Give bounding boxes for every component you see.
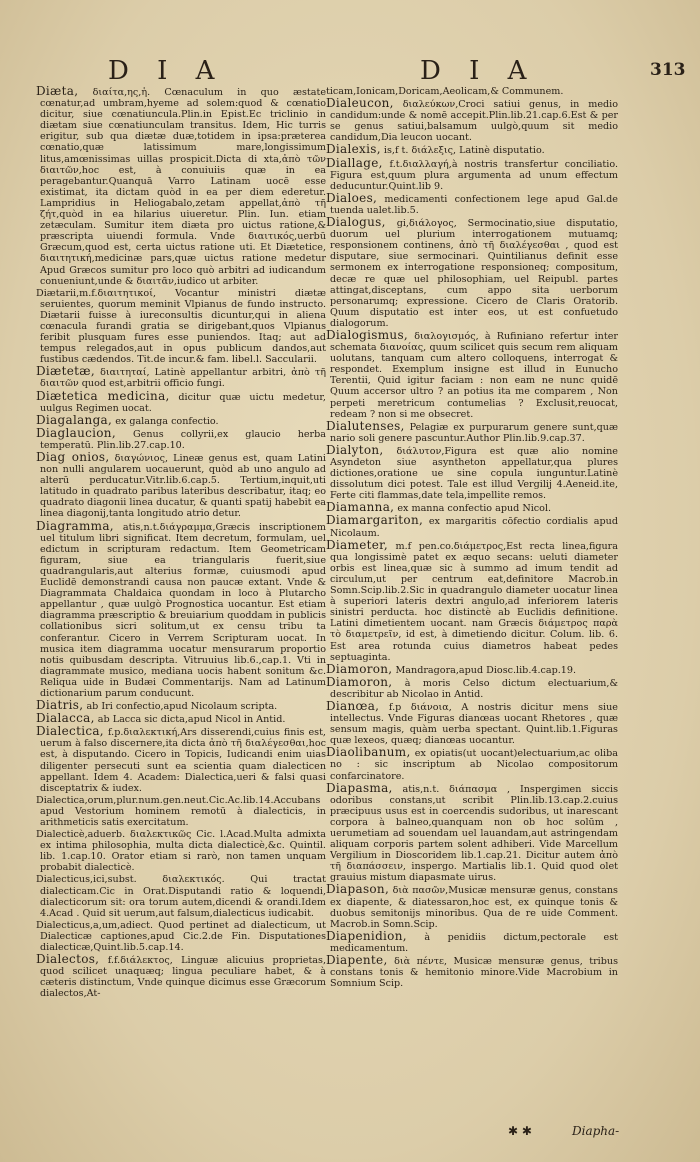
- entry-text: διαγώνιος, Lineæ genus est, quam Latini non nulli angularem uocauerunt, quòd ab uno angulo ad alterū perducatur.Vitr.lib.6.cap.5. Tertium,inquit,uti latitudo in quadrato paribus lateribus describatur, itaq; eo quadrato diagonii linea ducatur, & quanti spatij habebit ea linea diagonij,tanta longitudo atrio detur.: [40, 453, 326, 520]
- entry-text: atis,n.t. διάπασμα , Inspergimen siccis odoribus constans,ut scribit Plin.lib.13.cap.2.cuius præcipuus usus est in coercendis sudoribus, ut inarescant corpora à balneo,quanquam non ob hoc solūm , uerumetiam ad souendam uel lauandam,aut astringendam aliquam corporis partem solent adhiberi. Vide Marcellum Vergilium in Dioscoridem lib.1.cap.21. Dicitur autem ἀπὸ τῆ διαπάσσειν, inspergo. Martialis lib.1. Quid quod olet grauius mistum diapasmate uirus.: [330, 783, 618, 884]
- catchword: Diapha-: [572, 1124, 620, 1138]
- entry-text: medicamenti confectionem lege apud Gal.de tuenda ualet.lib.5.: [330, 193, 618, 216]
- dictionary-entry: [36, 388, 326, 414]
- left-column: [36, 86, 326, 1126]
- entry-text: f.t.διαλλαγή,à nostris transfertur conciliatio. Figura est,quum plura argumenta ad unum effectum deducuntur.Quint.lib 9.: [330, 158, 618, 192]
- entry-headword: Dialogus,: [326, 215, 386, 230]
- dictionary-entry: [326, 327, 618, 420]
- entry-text: διὰ πασῶν,Musicæ mensuræ genus, constans ex diapente, & diatessaron,hoc est, ex quinque tonis & duobus semitonijs minoribus. Qua de re uide Comment. Macrob.in Somn.Scip.: [330, 885, 618, 930]
- entry-headword: Diamanna,: [326, 500, 395, 515]
- dictionary-entry: [36, 288, 326, 366]
- entry-text: Dialecticè,aduerb. διαλεκτικῶς Cic. l.Acad.Multa admixta ex intima philosophia, multa dicta dialecticè,&c. Quintil. lib. 1.cap.10. Orator etiam si rarò, non tamen unquam probabit dialecticè.: [36, 829, 326, 874]
- dictionary-entry: [326, 155, 618, 192]
- entry-headword: Dialyton,: [326, 442, 384, 457]
- entry-text: διαλεύκων,Croci satiui genus, in medio candidum:unde & nomē accepit.Plin.lib.21.cap.6.Est & per se genus satiui,balsamum uulgò,quum sit medio candidum,Dia leucon uocant.: [330, 99, 618, 144]
- entry-text: m.f pen.co.διάμετρος,Est recta linea,figura qua longissimè patet ex æquo secans: ueluti diameter orbis est linea,quæ sic à summo ad imum tendit ad circulum,ut per centrum eat,definitore Macrob.in Somn.Scip.lib.2.Sic in quadrangulo diameter uocatur linea à superiori lateris dextri angulo,ad inferiorem lateris sinistri perducta. hoc distinctè ab Euclidis definitione. Latini dimetientem uocant. nam Græcis διάμετρος παρὰ τὸ διαμετρεῖν, id est, à dimetiendo dicitur. Colum. lib. 6. Est area rotunda cuius diametros habeat pedes septuaginta.: [330, 540, 618, 663]
- entry-text: Dialecticus,a,um,adiect. Quod pertinet ad dialecticum, ut Dialecticæ captiones,apud Cic.2.de Fin. Disputationes dialecticæ,Quint.lib.5.cap.14.: [36, 919, 326, 954]
- entry-text: Dialectica,orum,plur.num.gen.neut.Cic.Ac.lib.14.Accubans apud Vestorium hominem remotū à dialecticis, in arithmeticis satis exercitatum.: [36, 794, 326, 828]
- entry-text: à moris Celso dictum electuarium,& describitur ab Nicolao in Antid.: [330, 677, 618, 700]
- dictionary-entry: [36, 920, 326, 953]
- dictionary-entry: [326, 418, 618, 444]
- dictionary-entry: [326, 190, 618, 216]
- entry-text: ticam,Ionicam,Doricam,Aeolicam,& Communem.: [326, 86, 564, 97]
- entry-headword: Dialoes,: [326, 190, 378, 205]
- entry-text: διαλογισμός, à Rufiniano refertur inter schemata διανοίας, quum scilicet quis secum rem aliquam uolutans, tanquam cum altero colloquens, interrogat & respondet. Exemplum insigne est illud in Eunucho Terentii, Quid igitur faciam : non eam ne nunc quidē Quum accersor ultro ? an potius ita me comparem , Non perpeti meretricum contumelias ? Exclusit,reuocat, redeam ? non si me obsecret.: [330, 330, 618, 420]
- dictionary-entry: [36, 452, 326, 520]
- entry-text: Mandragora,apud Diosc.lib.4.cap.19.: [395, 664, 577, 676]
- entry-headword: Diapente,: [326, 953, 388, 968]
- dictionary-entry: [326, 747, 618, 781]
- entry-text: f.p διάνοια, A nostris dicitur mens siue intellectus. Vnde Figuras dianœas uocant Rhetores , quæ sensum magis, quàm uerba spectant. Quint.lib.1.Figuras quæ lexeos, quæq; dianœas uocantur.: [330, 701, 618, 747]
- dictionary-entry: [36, 874, 326, 918]
- dictionary-entry: [36, 795, 326, 828]
- entry-headword: Diapason,: [326, 882, 390, 897]
- entry-text: διάλυτον,Figura est quæ alio nomine Asyndeton siue asyntheton appellatur,qua plures dictiones,oratione ue sine copula iunguntur.Latinè dissolutum dici potest. Tale est illud Vergilij 4.Aeneid.ite, Ferte citi flammas,date tela,impellite remos.: [330, 445, 618, 502]
- entry-text: ab Iri confectio,apud Nicolaum scripta.: [86, 701, 278, 713]
- entry-text: διαιτηταί, Latinè appellantur arbitri, ἀπὸ τῆ διαιτῶν quod est,arbitrii officio fungi.: [40, 367, 326, 390]
- entry-headword: Diaolibanum,: [326, 745, 411, 760]
- entry-headword: Dialectica,: [36, 724, 104, 739]
- entry-text: dicitur quæ uictu medetur, uulgus Regimen uocat.: [40, 391, 326, 414]
- entry-text: Diætarii,m.f.διαιτητικοί, Vocantur ministri diætæ seruientes, quorum meminit Vlpianus de fundo instructo. Diætarii fuisse à iureconsultis dicuntur,qui in aliena cœnacula furandi gratia se dirigebant,quos Vlpianus feribit plusquam fures esse puniendos. Itaq; aut ad tempus relegados,aut in opus publicum dandos,aut fustibus cædendos. Tit.de incur.& fam. libel.l. Saccularii.: [36, 287, 326, 366]
- dictionary-entry: [326, 780, 618, 884]
- entry-headword: Diamoron,: [326, 661, 393, 676]
- entry-headword: Dialectos,: [36, 952, 100, 967]
- entry-text: διαίτα,ης,ἡ. Cœnaculum in quo æstate cœnatur,ad umbram,hyeme ad solem:quod & cœnatio dicitur, siue cœnatiuncula.Plin.in Epist.Ec triclinio in diætam siue cœnatiunculam transitus. Idem, Hic turris erigitur, sub qua diætæ duæ,totidem in ipsa:præterea cœnatio,quæ latissimum mare,longissimum litus,amœnissimas uillas prospicit.Dicta di xta,ἀπὸ τῶν διαιτῶν,hoc est, à conuiuiis quæ in ea peragebantur.Quanquā Varro Latinam uocē esse existimat, ita dictam quòd in ea per diem ederetur. Lampridius in Heliogabalo,zetam appellat,ἀπὸ τῆ ζήτ,quòd in ea hilarius uiueretur. Plin. Iun. etiam zetæculam. Sumitur item diæta pro uictus ratione,& præscripta uiuendi formula. Vnde διαιτικός,uerbū Græcum,quod est, certa uictus ratione uti. Et Diætetice, διαιτητική,medicinæ pars,quæ uictus ratione medetur Apud Græcos sumitur pro loco quò arbitri ad iudicandum conueniunt,unde & διαιτᾶν,iudico ut arbiter.: [40, 87, 326, 287]
- entry-text: ex manna confectio apud Nicol.: [397, 503, 552, 515]
- entry-headword: Dialacca,: [36, 711, 95, 726]
- dictionary-entry: [326, 537, 618, 663]
- entry-text: f.f.διάλεκτος, Linguæ alicuius proprietas, quod scilicet unaquæq; lingua peculiare habet, & à cæteris distinctum, Vnde quinque dicimus esse Græcorum dialectos,At-: [40, 955, 326, 1000]
- entry-text: Dialecticus,ici,subst. διαλεκτικός. Qui tractat dialecticam.Cic in Orat.Disputandi ratio & loquendi, dialecticorum sit: ora torum autem,dicendi & orandi.Idem 4.Acad . Quid sit uerum,aut falsum,dialecticus iudicabit.: [36, 874, 326, 919]
- entry-headword: Diætetæ,: [36, 364, 95, 379]
- entry-headword: Dianœa,: [326, 698, 380, 713]
- entry-headword: Diæta,: [36, 86, 79, 98]
- dictionary-entry: [326, 515, 618, 538]
- dictionary-entry: [36, 829, 326, 873]
- entry-headword: Diatris,: [36, 698, 84, 713]
- header-left: D I A: [108, 56, 225, 86]
- entry-headword: Dialexis,: [326, 142, 381, 157]
- dictionary-entry: [326, 217, 618, 329]
- entry-headword: Diapasma,: [326, 780, 393, 795]
- page-number: 313: [650, 60, 686, 80]
- entry-headword: Diætetica medicina,: [36, 388, 170, 403]
- dictionary-entry: [326, 674, 618, 700]
- entry-text: Pelagiæ ex purpurarum genere sunt,quæ nario soli genere pascuntur.Author Plin.lib.9.cap.37.: [330, 421, 618, 444]
- dictionary-entry: [326, 98, 618, 143]
- dictionary-entry: [36, 726, 326, 794]
- right-column: [326, 86, 618, 1126]
- dictionary-entry: [326, 698, 618, 747]
- dictionary-entry: [36, 366, 326, 389]
- entry-headword: Diaglaucion,: [36, 425, 116, 440]
- entry-text: is,f t. διάλεξις, Latinè disputatio.: [383, 145, 545, 157]
- entry-text: f.p.διαλεκτική,Ars disserendi,cuius finis est, uerum à falso discernere,ita dicta ἀπὸ τῆ διαλέγεσθαι,hoc est, à disputando. Cicero in Topicis, Iudicandi enim uias diligenter persecuti sunt ea scientia quam dialecticen appellant. Idem 4. Academ: Dialectica,ueri & falsi quasi disceptatrix & iudex.: [40, 727, 326, 794]
- entry-text: gi,διάλογος, Sermocinatio,siue disputatio, duorum uel plurium interrogationem mutuamq; responsionem continens, ἀπὸ τῆ διαλέγεσθαι , quod est disputare, siue sermocinari. Quintilianus definit esse sermonem ex interrogatione responsioneq; compositum, decæ re quæ uel philosophiam, uel Reipubl. partes attingat,disceptans, cum appo sita uerborum personarumq; expressione. Cicero de Claris Oratorib. Quum disputatio est inter eos, ut est confuetudo dialogorum.: [330, 218, 618, 329]
- dictionary-entry: [36, 954, 326, 999]
- dictionary-entry: [326, 884, 618, 929]
- header-right: D I A: [420, 56, 537, 86]
- entry-text: ab Lacca sic dicta,apud Nicol in Antid.: [97, 714, 286, 726]
- entry-headword: Diagramma,: [36, 518, 114, 533]
- entry-headword: Dialogismus,: [326, 327, 409, 342]
- entry-headword: Diapenidion,: [326, 928, 407, 943]
- entry-headword: Diamoron,: [326, 674, 393, 689]
- entry-headword: Dialeucon,: [326, 96, 394, 111]
- dictionary-entry: [326, 928, 618, 954]
- entry-text: ex opiatis(ut uocant)electuarium,ac oliba no : sic inscriptum ab Nicolao compositorum confarcinatore.: [330, 748, 618, 782]
- entry-text: ex galanga confectio.: [115, 415, 219, 427]
- entry-text: Genus collyrii,ex glaucio herba temperatū. Plin.lib.27.cap.10.: [40, 428, 326, 451]
- entry-text: atis,n.t.διάγραμμα,Græcis inscriptionem uel titulum libri significat. Item decretum, formulam, uel edictum in scripturam redactum. Item Geometricam figuram, siue ea triangularis fuerit,siue quadrangularis,aut alterius formæ, cuiusmodi apud Euclidē demonstrandi causa non paucæ extant. Vnde & Diagrammata Chaldaica quondam in loco à Plutarcho appellantur , quæ uulgò Prognostica uocantur. Est etiam diagramma præscriptio & breuiarium quoddam in publicis collationibus sicri solitum,ut ex censu tribu ta conferantur. Cicero in Verrem Scripturam uocat. In musica item diagramma uocatur mensurarum proportio notis quibusdam descripta. Vitruuius lib.6.,cap.1. Vti in diagrammate musico, mediana uocis habent sonitum &c. Reliqua uide in Budæi Commentarijs. Nam ad Latinum dictionarium parum conducunt.: [40, 521, 326, 699]
- entry-headword: Diagalanga,: [36, 412, 113, 427]
- entry-text: à penidiis dictum,pectorale est medicamentum.: [330, 931, 618, 954]
- dictionary-entry: [36, 518, 326, 700]
- entry-text: διὰ πέντε, Musicæ mensuræ genus, tribus constans tonis & hemitonio minore.Vide Macrobium in Somnium Scip.: [330, 956, 618, 990]
- dictionary-entry: [326, 955, 618, 989]
- dictionary-entry: [326, 442, 618, 502]
- entry-headword: Dialutenses,: [326, 418, 405, 433]
- dictionary-entry: [36, 86, 326, 287]
- entry-headword: Diag onios,: [36, 450, 110, 464]
- entry-text: ex margaritis cōfectio cordialis apud Nicolaum.: [330, 516, 618, 539]
- entry-headword: Diameter,: [326, 537, 388, 552]
- ornament: ✱ ✱: [508, 1124, 532, 1138]
- entry-headword: Diallage,: [326, 155, 383, 170]
- entry-headword: Diamargariton,: [326, 513, 424, 528]
- dictionary-entry: [36, 425, 326, 451]
